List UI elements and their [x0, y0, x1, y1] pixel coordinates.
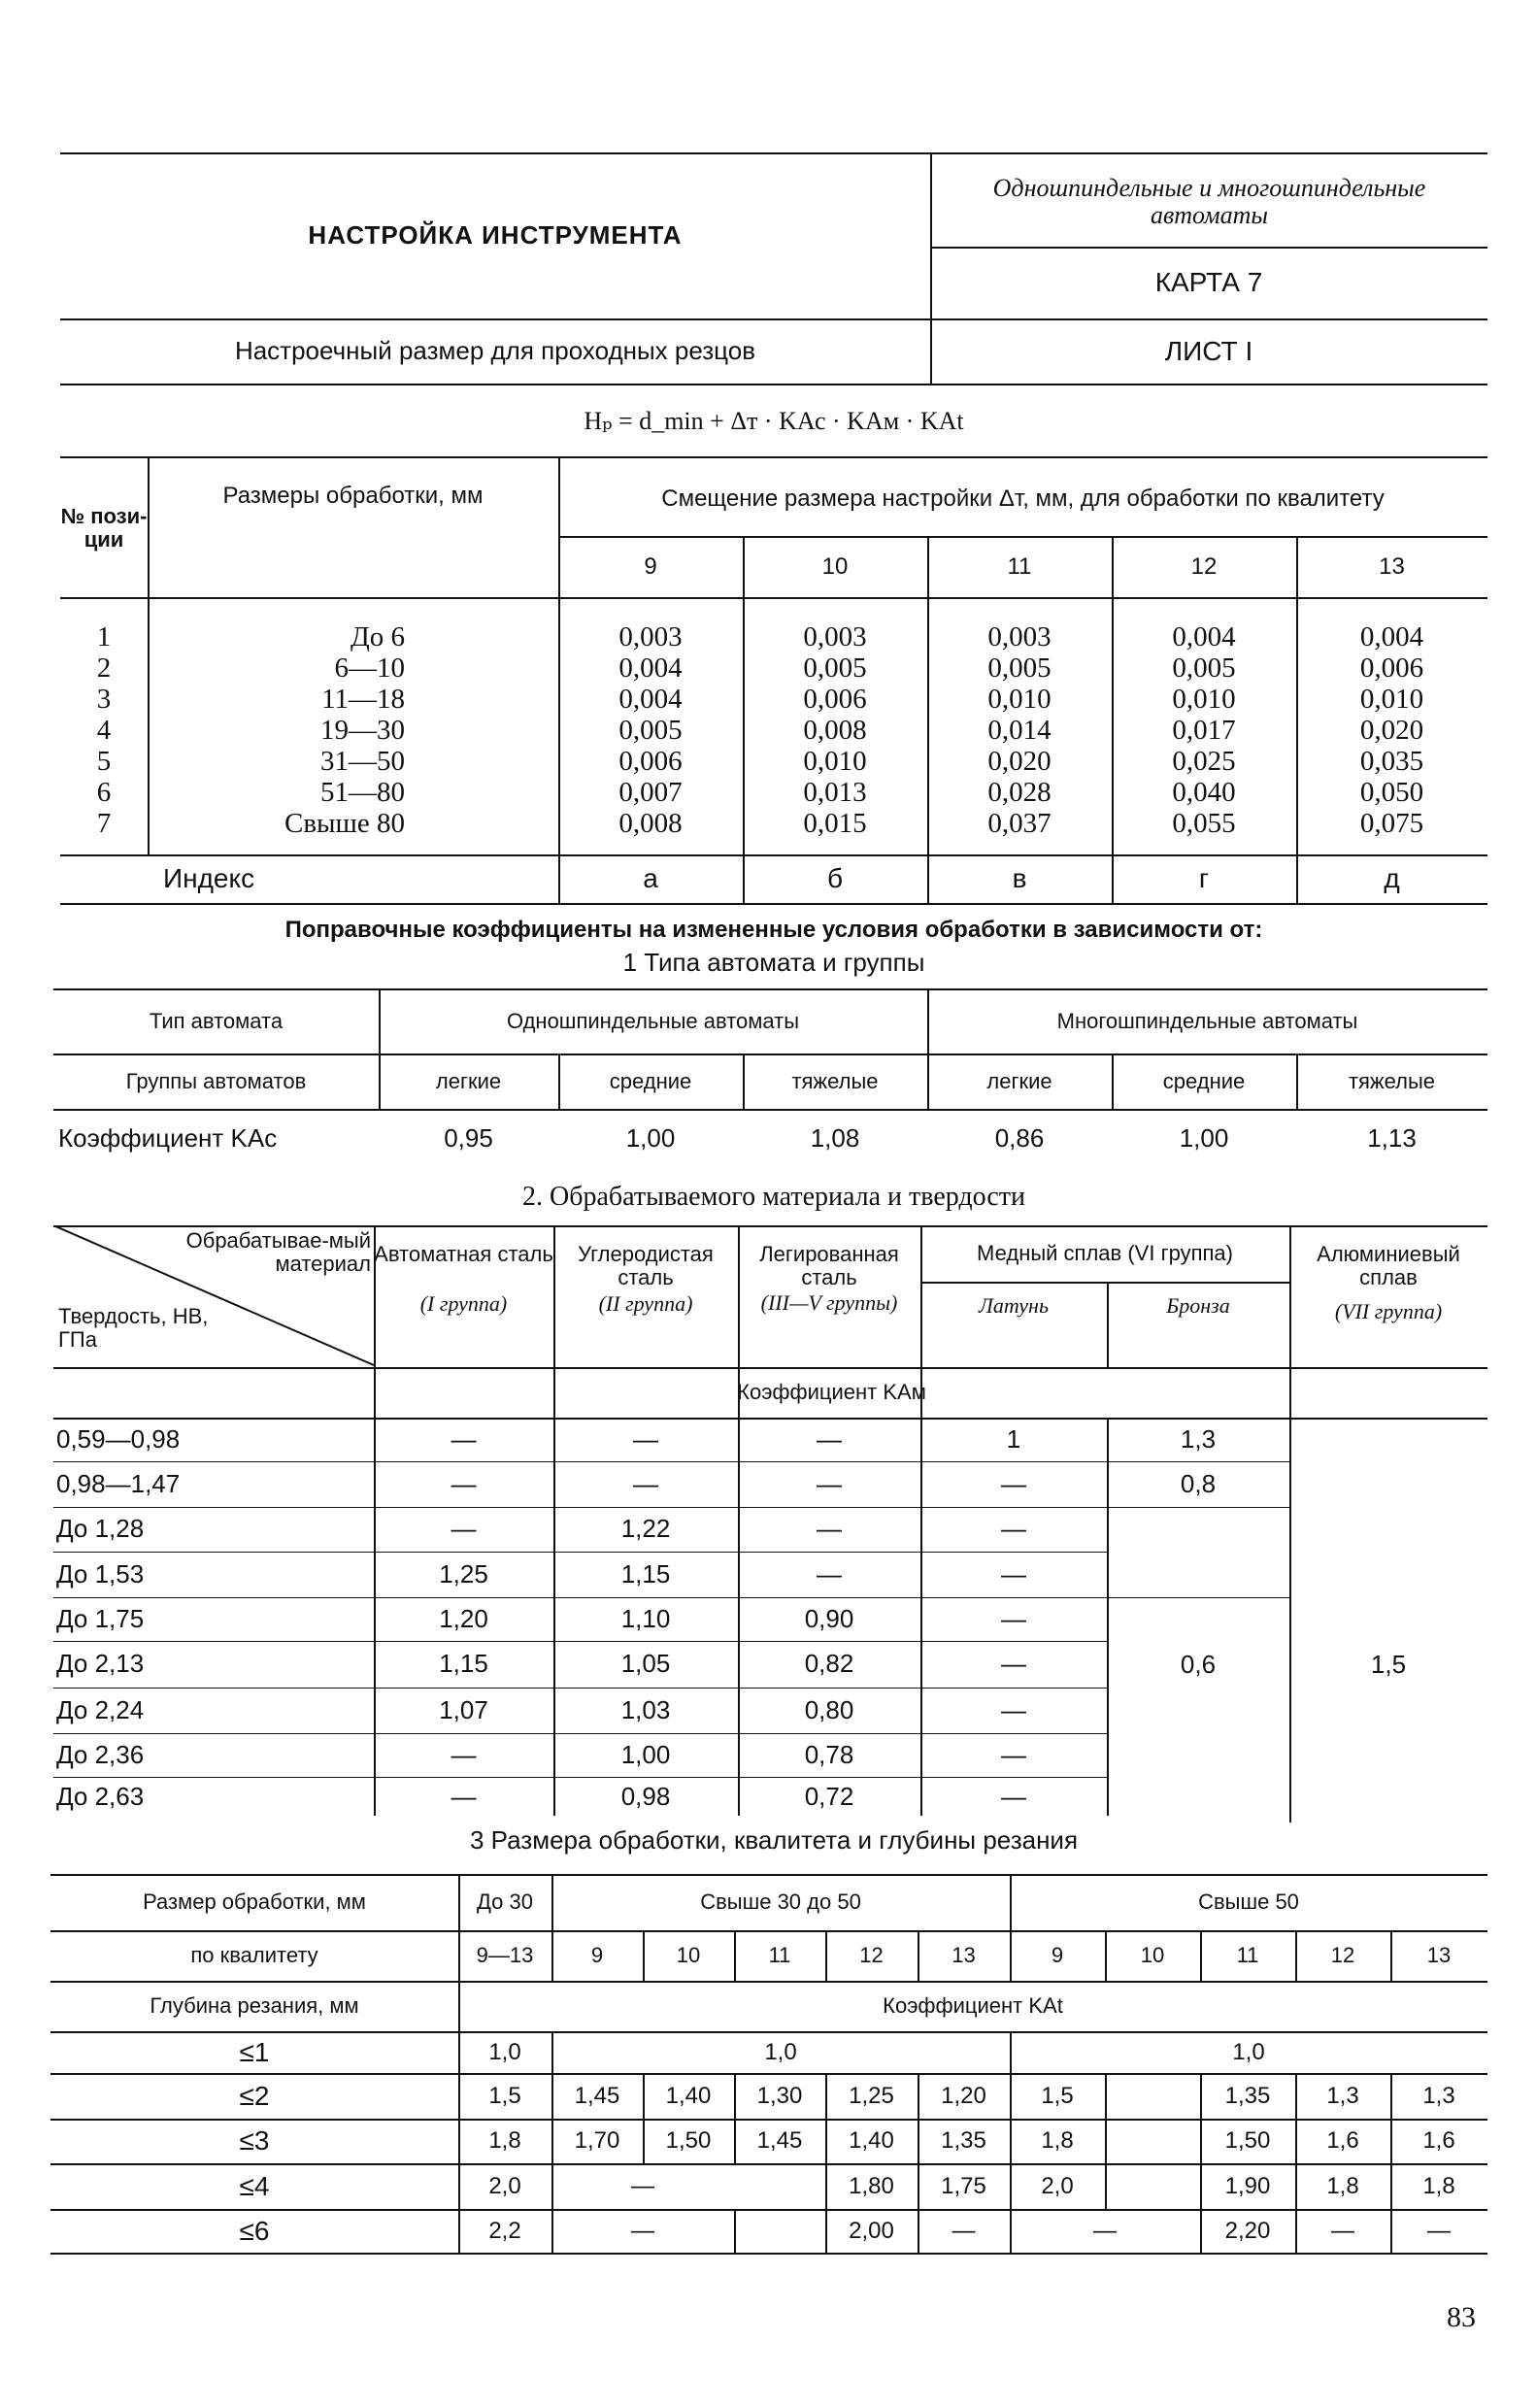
brass: Латунь — [979, 1293, 1049, 1319]
kam-6-a: 1,07 — [439, 1694, 488, 1724]
hardness-4: До 1,75 — [56, 1603, 145, 1633]
bronze-val-2: 0,8 — [1180, 1468, 1217, 1498]
r4-v12: 1,80 — [849, 2172, 894, 2199]
row2-cell-9: 1,3 — [1326, 2082, 1359, 2109]
kam-7-c: 0,78 — [804, 1739, 854, 1769]
diag-hardness-label: Твердость, НВ, ГПа — [58, 1304, 209, 1352]
r4-v13: 1,75 — [941, 2172, 986, 2199]
col-header-offset: Смещение размера настройки Δт, мм, для обработки по квалитету — [661, 485, 1385, 513]
machine-type: Одношпиндельные и многошпиндельные автоматы — [992, 174, 1426, 229]
row3-cell-2: 1,50 — [665, 2127, 712, 2155]
bronze: Бронза — [1166, 1293, 1230, 1319]
mat3-name: Легированная сталь — [759, 1242, 899, 1289]
row3-cell-3: 1,45 — [756, 2127, 803, 2155]
kam-4-c: 0,90 — [804, 1603, 854, 1633]
coef-kac-6: 1,13 — [1367, 1123, 1417, 1154]
corrections-title: Поправочные коэффициенты на измененные условия обработки в зависимости от: — [284, 917, 1263, 944]
coef-kac-5: 1,00 — [1179, 1123, 1229, 1154]
single-spindle: Одношпиндельные автоматы — [506, 1008, 800, 1033]
row2-cell-2: 1,40 — [665, 2082, 712, 2109]
row2-cell-3: 1,30 — [756, 2082, 803, 2109]
kam-6-d: — — [1001, 1694, 1026, 1724]
values-grade-9: 0,003 0,004 0,004 0,005 0,006 0,007 0,008 — [618, 621, 683, 839]
kam-7-a: — — [451, 1739, 477, 1769]
size-column: До 6 6—10 11—18 19—30 31—50 51—80 Свыше 80 — [284, 621, 405, 839]
hardness-8: До 2,63 — [56, 1782, 145, 1812]
values-grade-11: 0,003 0,005 0,010 0,014 0,020 0,028 0,037 — [987, 621, 1052, 839]
kam-1-c: — — [817, 1468, 842, 1498]
s3-grade-4: 13 — [952, 1943, 976, 1968]
row3-cell-8: 1,50 — [1224, 2127, 1271, 2155]
r5-o12: — — [1331, 2217, 1354, 2244]
r4-o12: 1,8 — [1326, 2172, 1359, 2199]
r5-to30: 2,2 — [488, 2217, 521, 2244]
coef-kac-1: 0,95 — [444, 1123, 493, 1154]
kam-2-b: 1,22 — [620, 1514, 671, 1544]
depth-6: ≤6 — [239, 2215, 270, 2246]
kam-4-d: — — [1001, 1603, 1026, 1633]
hardness-1: 0,98—1,47 — [56, 1468, 181, 1498]
s3-grade-6: 10 — [1140, 1943, 1165, 1968]
r4-o11: 1,90 — [1224, 2172, 1271, 2199]
alum-group: (VII группа) — [1334, 1299, 1443, 1323]
grade-10: 10 — [821, 552, 849, 580]
s3-grade-1: 10 — [676, 1943, 701, 1968]
r4-to30: 2,0 — [488, 2172, 521, 2199]
grade-12: 12 — [1190, 552, 1218, 580]
depth-4: ≤4 — [239, 2170, 270, 2201]
index-b: б — [826, 863, 844, 894]
values-grade-12: 0,004 0,005 0,010 0,017 0,025 0,040 0,055 — [1172, 621, 1236, 839]
section3-title: 3 Размера обработки, квалитета и глубины резания — [469, 1825, 1079, 1856]
kam-1-a: — — [451, 1468, 477, 1498]
s3-grade-9: 13 — [1426, 1943, 1452, 1968]
bronze-val-1: 1,3 — [1180, 1423, 1217, 1454]
row3-cell-1: 1,70 — [574, 2127, 620, 2155]
s3-grade-to30: 9—13 — [476, 1943, 534, 1968]
values-grade-10: 0,003 0,005 0,006 0,008 0,010 0,013 0,015 — [803, 621, 867, 839]
values-grade-13: 0,004 0,006 0,010 0,020 0,035 0,050 0,075 — [1359, 621, 1424, 839]
r4-dash: — — [631, 2172, 654, 2199]
kam-6-c: 0,80 — [804, 1694, 854, 1724]
doc-subtitle: Настроечный размер для проходных резцов — [234, 335, 756, 365]
row3-cell-6: 1,8 — [1041, 2127, 1074, 2155]
r5-o11: 2,20 — [1224, 2217, 1271, 2244]
alum-alloy: Алюминиевый сплав — [1317, 1242, 1460, 1289]
mat2-group: (II группа) — [598, 1291, 693, 1316]
kam-0-c: — — [817, 1423, 842, 1454]
kam-5-b: 1,05 — [620, 1649, 671, 1679]
kam-8-c: 0,72 — [804, 1782, 854, 1812]
index-d: д — [1384, 863, 1400, 894]
mat1-name: Автоматная сталь — [374, 1242, 553, 1266]
index-a: а — [643, 863, 658, 894]
hardness-7: До 2,36 — [56, 1739, 145, 1769]
kam-5-d: — — [1001, 1649, 1026, 1679]
index-label: Индекс — [163, 863, 255, 894]
s3-depth-label: Глубина резания, мм — [150, 1993, 359, 2019]
page-number: 83 — [1447, 2301, 1476, 2333]
r1-to30: 1,0 — [488, 2038, 521, 2065]
coef-kac-4: 0,86 — [994, 1123, 1045, 1154]
group-light-2: легкие — [986, 1068, 1052, 1093]
r1-over50: 1,0 — [1232, 2038, 1265, 2065]
r5-dash2: — — [1093, 2217, 1117, 2244]
kam-8-b: 0,98 — [620, 1782, 671, 1812]
s3-over30: Свыше 30 до 50 — [700, 1890, 861, 1915]
row2-cell-7 — [1105, 2073, 1200, 2119]
group-medium-2: средние — [1162, 1068, 1246, 1093]
kam-0-d: 1 — [1006, 1423, 1021, 1454]
s3-grade-7: 11 — [1236, 1943, 1259, 1968]
card-number: КАРТА 7 — [1154, 267, 1263, 298]
s3-grade-3: 12 — [859, 1943, 884, 1968]
kam-8-d: — — [1001, 1782, 1026, 1812]
coef-kam-label: Коэффициент KАм — [737, 1380, 926, 1405]
formula: Hₚ = d_min + Δт · KАс · KАм · KАt — [584, 407, 964, 436]
s3-grade-0: 9 — [590, 1943, 604, 1968]
kam-0-a: — — [451, 1423, 477, 1454]
col-header-size: Размеры обработки, мм — [222, 483, 484, 510]
kam-5-c: 0,82 — [804, 1649, 854, 1679]
row2-cell-8: 1,35 — [1224, 2082, 1271, 2109]
row2-cell-5: 1,20 — [941, 2082, 986, 2109]
hardness-6: До 2,24 — [56, 1694, 145, 1724]
col-header-position: № пози-ции — [60, 504, 148, 552]
group-heavy-2: тяжелые — [1348, 1068, 1436, 1093]
hardness-3: До 1,53 — [56, 1558, 145, 1589]
row3-cell-5: 1,35 — [941, 2127, 986, 2155]
r1-over30: 1,0 — [764, 2038, 797, 2065]
row2-cell-0: 1,5 — [488, 2082, 521, 2109]
kam-3-d: — — [1001, 1558, 1026, 1589]
kam-2-c: — — [817, 1514, 842, 1544]
s3-coef-label: Коэффициент KАt — [883, 1993, 1063, 2019]
s3-to30: До 30 — [477, 1890, 533, 1915]
row2-cell-10: 1,3 — [1422, 2082, 1455, 2109]
s3-grade-5: 9 — [1051, 1943, 1064, 1968]
row3-cell-0: 1,8 — [488, 2127, 521, 2155]
grade-13: 13 — [1379, 552, 1405, 580]
mat3-group: (III—V группы) — [760, 1290, 898, 1315]
multi-spindle: Многошпиндельные автоматы — [1056, 1008, 1358, 1033]
group-medium-1: средние — [609, 1068, 692, 1093]
index-v: в — [1012, 863, 1027, 894]
kam-1-b: — — [633, 1468, 658, 1498]
kam-3-c: — — [817, 1558, 842, 1589]
kam-3-a: 1,25 — [439, 1558, 488, 1589]
r5-o13: — — [1427, 2217, 1451, 2244]
group-light-1: легкие — [435, 1068, 502, 1093]
row2-cell-4: 1,25 — [849, 2082, 894, 2109]
r5-v13: — — [952, 2217, 976, 2244]
s3-grade-label: по квалитету — [190, 1943, 318, 1968]
diag-material-label: Обрабатывае-мый материал — [185, 1228, 371, 1276]
alum-val: 1,5 — [1370, 1650, 1407, 1680]
bronze-val-3: 0,6 — [1180, 1650, 1217, 1680]
sheet-number: ЛИСТ I — [1164, 335, 1253, 366]
depth-3: ≤3 — [239, 2125, 270, 2157]
kam-2-a: — — [451, 1514, 477, 1544]
copper-alloy: Медный сплав (VI группа) — [977, 1241, 1233, 1266]
row3-cell-9: 1,6 — [1326, 2127, 1359, 2155]
s3-grade-2: 11 — [768, 1943, 791, 1968]
mat1-group: (I группа) — [419, 1291, 508, 1316]
section1-title: 1 Типа автомата и группы — [622, 948, 925, 978]
r4-o13: 1,8 — [1422, 2172, 1455, 2199]
kam-4-a: 1,20 — [439, 1603, 488, 1633]
kam-2-d: — — [1001, 1514, 1026, 1544]
coef-kac-label: Коэффициент KАс — [58, 1123, 278, 1154]
row3-cell-10: 1,6 — [1422, 2127, 1455, 2155]
row2-cell-6: 1,5 — [1041, 2082, 1074, 2109]
position-column: 1 2 3 4 5 6 7 — [96, 621, 112, 839]
section2-title: 2. Обрабатываемого материала и твердости — [522, 1182, 1025, 1213]
kam-0-b: — — [633, 1423, 658, 1454]
kam-3-b: 1,15 — [620, 1558, 671, 1589]
kam-8-a: — — [451, 1782, 477, 1812]
hardness-0: 0,59—0,98 — [56, 1423, 181, 1454]
hardness-5: До 2,13 — [56, 1649, 145, 1679]
kam-4-b: 1,10 — [620, 1603, 671, 1633]
kam-6-b: 1,03 — [620, 1694, 671, 1724]
kam-7-b: 1,00 — [620, 1739, 671, 1769]
depth-2: ≤2 — [239, 2080, 270, 2111]
kam-7-d: — — [1001, 1739, 1026, 1769]
doc-title: НАСТРОЙКА ИНСТРУМЕНТА — [308, 219, 683, 250]
hardness-2: До 1,28 — [56, 1514, 145, 1544]
r5-dash1: — — [631, 2217, 654, 2244]
depth-1: ≤1 — [239, 2036, 270, 2067]
row2-cell-1: 1,45 — [574, 2082, 620, 2109]
coef-kac-2: 1,00 — [625, 1123, 676, 1154]
r5-v12: 2,00 — [849, 2217, 894, 2244]
machine-type-label: Тип автомата — [149, 1008, 284, 1033]
s3-size-label: Размер обработки, мм — [143, 1890, 366, 1915]
coef-kac-3: 1,08 — [810, 1123, 860, 1154]
group-label: Группы автоматов — [125, 1068, 307, 1093]
row3-cell-7 — [1105, 2119, 1200, 2163]
s3-over50: Свыше 50 — [1198, 1890, 1299, 1915]
kam-1-d: — — [1001, 1468, 1026, 1498]
grade-9: 9 — [644, 552, 657, 580]
group-heavy-1: тяжелые — [791, 1068, 879, 1093]
row3-cell-4: 1,40 — [849, 2127, 894, 2155]
kam-5-a: 1,15 — [439, 1649, 488, 1679]
r4-o9: 2,0 — [1041, 2172, 1074, 2199]
s3-grade-8: 12 — [1330, 1943, 1355, 1968]
index-g: г — [1198, 863, 1210, 894]
grade-11: 11 — [1007, 552, 1032, 580]
mat2-name: Углеродистая сталь — [578, 1242, 714, 1289]
